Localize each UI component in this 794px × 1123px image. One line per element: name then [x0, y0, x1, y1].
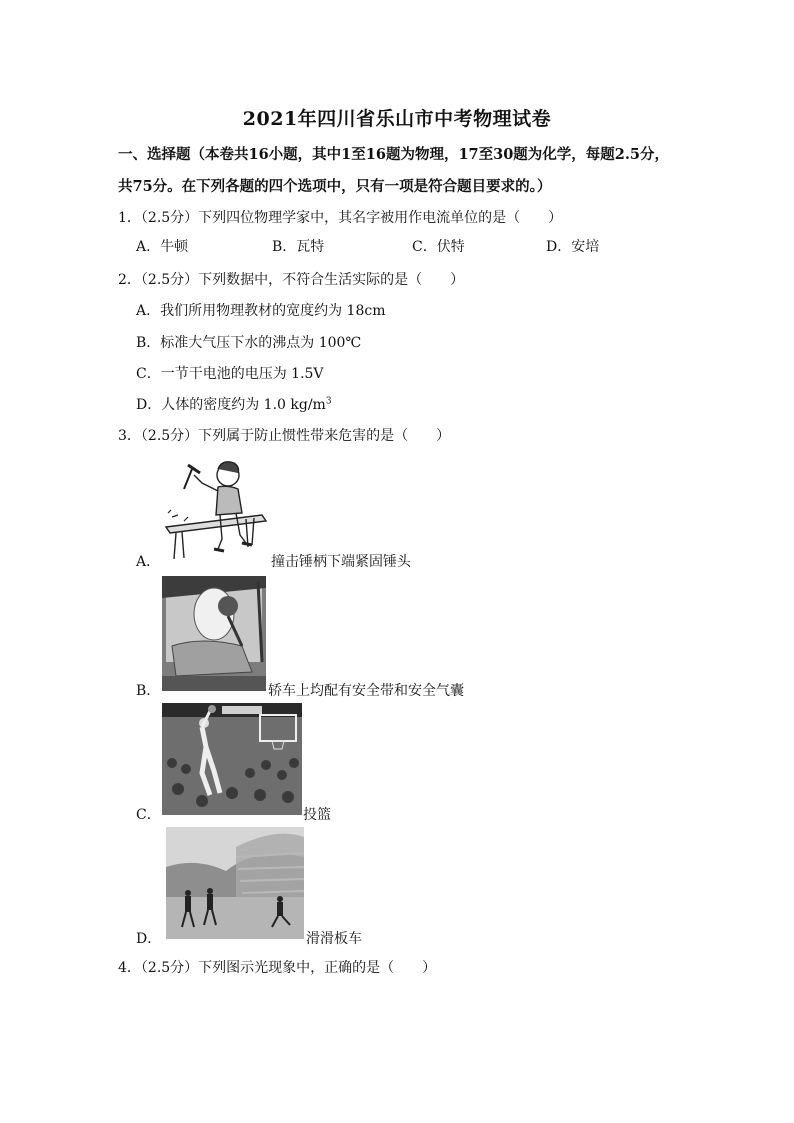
- q3-option-b-caption: 轿车上均配有安全带和安全气囊: [268, 683, 464, 699]
- q3-option-d-label: D．: [136, 931, 162, 947]
- q3-option-a-label: A．: [136, 554, 161, 570]
- q1-option-a: A．牛顿: [136, 239, 189, 255]
- q2-option-c: C．一节干电池的电压为 1.5V: [136, 366, 324, 382]
- question-4-stem: 4．（2.5分）下列图示光现象中，正确的是（ ）: [118, 960, 437, 976]
- q1-option-b: B．瓦特: [272, 239, 325, 255]
- q2-option-d-text: D．人体的密度约为 1.0 kg/m: [136, 397, 326, 413]
- q2-option-d-exponent: 3: [325, 396, 332, 407]
- question-1-stem: 1．（2.5分）下列四位物理学家中，其名字被用作电流单位的是（ ）: [118, 210, 563, 226]
- q3-option-a-caption: 撞击锤柄下端紧固锤头: [271, 554, 411, 570]
- q2-option-d: [136, 394, 332, 414]
- hammer-illustration: [162, 455, 270, 563]
- airbag-photo: [162, 576, 266, 691]
- q1-option-d: D．安培: [546, 239, 600, 255]
- q3-option-c-label: C．: [136, 807, 161, 823]
- q3-option-b-label: B．: [136, 683, 161, 699]
- q2-option-a: A．我们所用物理教材的宽度约为 18cm: [136, 303, 386, 319]
- question-3-stem: 3．（2.5分）下列属于防止惯性带来危害的是（ ）: [118, 428, 451, 444]
- q2-option-b: B．标准大气压下水的沸点为 100℃: [136, 335, 362, 351]
- basketball-photo: [162, 703, 302, 815]
- q3-option-d-caption: 滑滑板车: [306, 931, 362, 947]
- page-title: 2021年四川省乐山市中考物理试卷: [242, 108, 552, 130]
- skateboard-photo: [166, 827, 304, 939]
- q3-option-c-caption: 投篮: [303, 807, 331, 823]
- question-2-stem: 2．（2.5分）下列数据中，不符合生活实际的是（ ）: [118, 272, 465, 288]
- q1-option-c: C．伏特: [412, 239, 465, 255]
- section-heading: 一、选择题（本卷共16小题，其中1至16题为物理，17至30题为化学，每题2.5分，共75分。在下列各题的四个选项中，只有一项是符合题目要求的。）: [118, 146, 670, 195]
